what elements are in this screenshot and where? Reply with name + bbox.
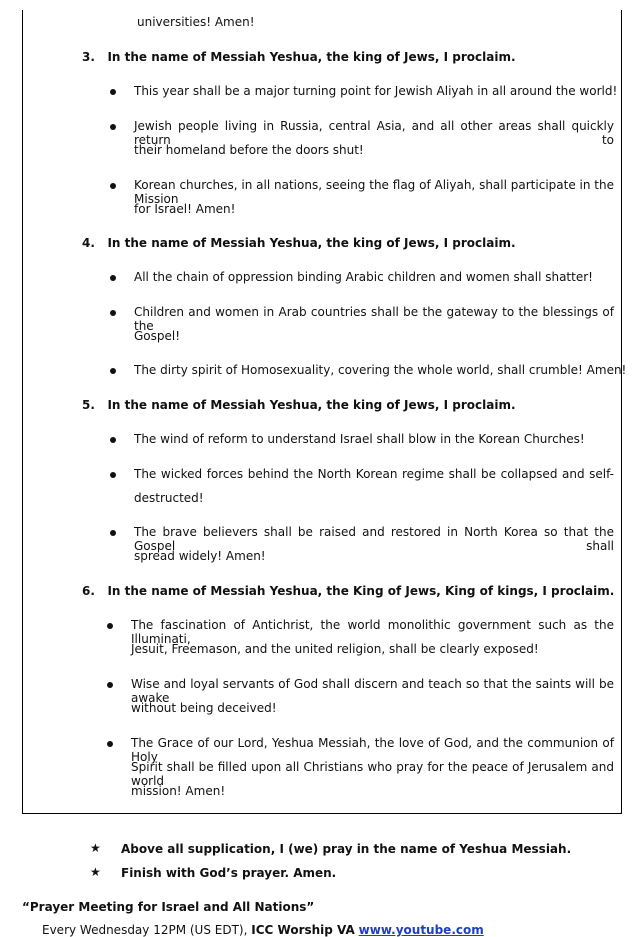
bullet-icon — [110, 437, 116, 443]
schedule-text: Every Wednesday 12PM (US EDT), — [42, 923, 248, 937]
continuation-text: universities! Amen! — [137, 15, 255, 29]
list-item: The wicked forces behind the North Korean regime shall be collapsed and self- — [134, 467, 614, 481]
closing-line-1: Above all supplication, I (we) pray in the name of Yeshua Messiah. — [121, 842, 572, 856]
section-heading-4: 4. In the name of Messiah Yeshua, the king of Jews, I proclaim. — [82, 236, 516, 250]
bullet-icon — [110, 310, 116, 316]
section-heading-5: 5. In the name of Messiah Yeshua, the king of Jews, I proclaim. — [82, 398, 516, 412]
bullet-icon — [110, 275, 116, 281]
section-heading-6: 6. In the name of Messiah Yeshua, the King of Jews, King of kings, I proclaim. — [82, 584, 615, 598]
venue-name: ICC Worship VA — [251, 923, 355, 937]
list-item-continuation: for Israel! Amen! — [134, 202, 236, 216]
star-icon: ★ — [90, 841, 101, 855]
list-item: This year shall be a major turning point for Jewish Aliyah in all around the world! — [134, 84, 618, 98]
bullet-icon — [107, 682, 113, 688]
list-item-continuation: Spirit shall be filled upon all Christians who pray for the peace of Jerusalem and world — [131, 760, 614, 788]
list-item: The brave believers shall be raised and restored in North Korea so that the Gospel shall — [134, 525, 614, 553]
bullet-icon — [110, 183, 116, 189]
list-item-continuation: their homeland before the doors shut! — [134, 143, 364, 157]
bullet-icon — [110, 368, 116, 374]
list-item-continuation: Jesuit, Freemason, and the united religion, shall be clearly exposed! — [131, 642, 539, 656]
list-item-continuation: spread widely! Amen! — [134, 549, 266, 563]
bullet-icon — [110, 124, 116, 130]
list-item: Children and women in Arab countries shall be the gateway to the blessings of the — [134, 305, 614, 333]
list-item-continuation: destructed! — [134, 491, 204, 505]
star-icon: ★ — [90, 865, 101, 879]
list-item-continuation: Gospel! — [134, 329, 181, 343]
bullet-icon — [110, 472, 116, 478]
list-item: All the chain of oppression binding Arabic children and women shall shatter! — [134, 270, 593, 284]
list-item: The wind of reform to understand Israel shall blow in the Korean Churches! — [134, 432, 585, 446]
list-item: The dirty spirit of Homosexuality, covering the whole world, shall crumble! Amen! — [134, 363, 627, 377]
list-item: Jewish people living in Russia, central Asia, and all other areas shall quickly return to — [134, 119, 614, 147]
bullet-icon — [107, 623, 113, 629]
list-item: The fascination of Antichrist, the world monolithic government such as the Illuminati, — [131, 618, 614, 646]
section-heading-3: 3. In the name of Messiah Yeshua, the king of Jews, I proclaim. — [82, 50, 516, 64]
closing-line-2: Finish with God’s prayer. Amen. — [121, 866, 337, 880]
meeting-title: “Prayer Meeting for Israel and All Nations” — [22, 900, 315, 914]
list-item-continuation: mission! Amen! — [131, 784, 226, 798]
list-item: Wise and loyal servants of God shall discern and teach so that the saints will be awake — [131, 677, 614, 705]
list-item-continuation: without being deceived! — [131, 701, 277, 715]
bullet-icon — [110, 89, 116, 95]
list-item: Korean churches, in all nations, seeing the flag of Aliyah, shall participate in the Mission — [134, 178, 614, 206]
bullet-icon — [107, 741, 113, 747]
bullet-icon — [110, 530, 116, 536]
list-item: The Grace of our Lord, Yeshua Messiah, the love of God, and the communion of Holy — [131, 736, 614, 764]
youtube-link[interactable]: www.youtube.com — [358, 923, 484, 937]
